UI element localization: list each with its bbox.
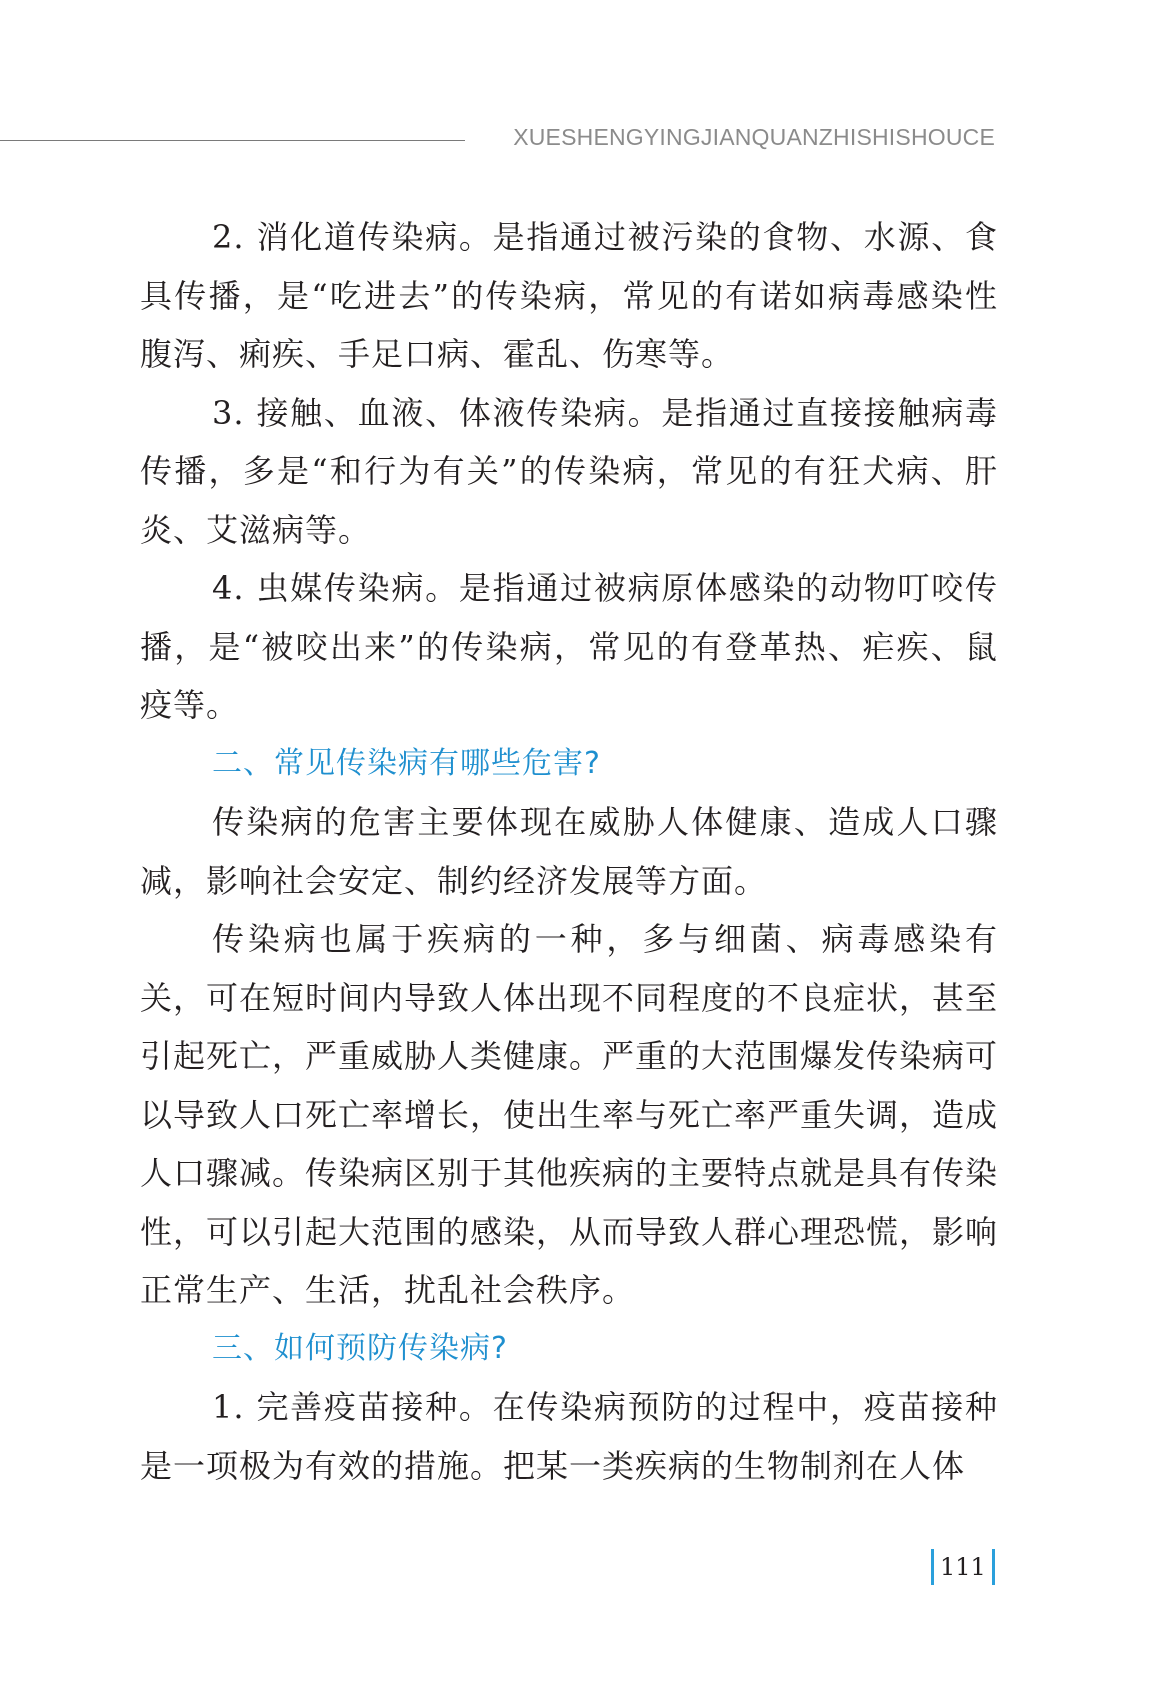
section-heading-prevention: 三、如何预防传染病?	[212, 1330, 508, 1366]
paragraph-contact-diseases: 3. 接触、血液、体液传染病。是指通过直接接触病毒传播，多是“和行为有关”的传染病，常见的有狂犬病、肝炎、艾滋病等。	[140, 393, 998, 549]
paragraph-vector-diseases: 4. 虫媒传染病。是指通过被病原体感染的动物叮咬传播，是“被咬出来”的传染病，常见的有登革热、疟疾、鼠疫等。	[140, 569, 998, 724]
page-number: 111	[931, 1549, 995, 1585]
paragraph-harms-detail: 传染病也属于疾病的一种，多与细菌、病毒感染有关，可在短时间内导致人体出现不同程度的不良症状，甚至引起死亡，严重威胁人类健康。严重的大范围爆发传染病可以导致人口死亡率增长，使出生率与死亡率严重失调，造成人口骤减。传染病区别于其他疾病的主要特点就是具有传染性，可以引起大范围的感染，从而导致人群心理恐慌，影响正常生产、生活，扰乱社会秩序。	[140, 920, 999, 1309]
paragraph-digestive-diseases: 2. 消化道传染病。是指通过被污染的食物、水源、食具传播，是“吃进去”的传染病，常见的有诺如病毒感染性腹泻、痢疾、手足口病、霍乱、伤寒等。	[140, 218, 998, 373]
paragraph-vaccination: 1. 完善疫苗接种。在传染病预防的过程中，疫苗接种是一项极为有效的措施。把某一类疾病的生物制剂在人体	[140, 1388, 998, 1485]
paragraph-harms-summary: 传染病的危害主要体现在威胁人体健康、造成人口骤减，影响社会安定、制约经济发展等方面。	[140, 803, 998, 900]
page-body	[140, 208, 998, 1495]
running-head: XUESHENGYINGJIANQUANZHISHISHOUCE	[513, 124, 995, 150]
section-heading-harms: 二、常见传染病有哪些危害?	[212, 745, 601, 781]
header-rule	[0, 140, 465, 141]
